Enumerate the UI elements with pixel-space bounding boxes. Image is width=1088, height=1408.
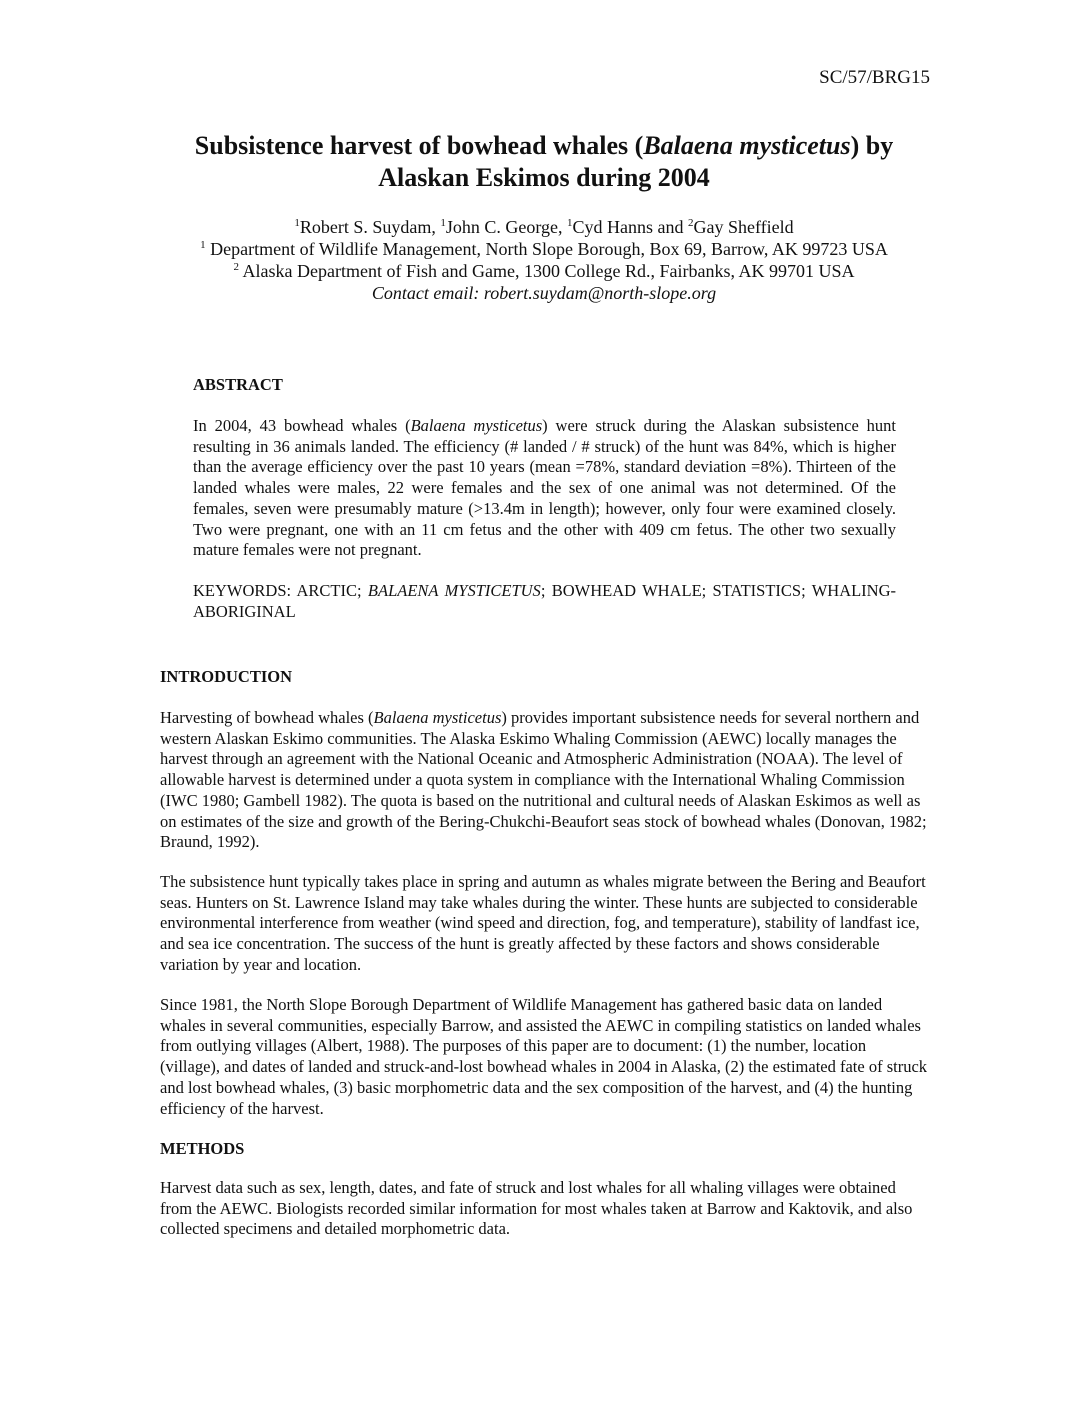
affiliation-text: Department of Wildlife Management, North Slope Borough, Box 69, Barrow, AK 99723 USA bbox=[205, 239, 888, 259]
author-name: Cyd Hanns and bbox=[572, 217, 689, 237]
abstract-heading: ABSTRACT bbox=[193, 375, 283, 394]
paragraph-text: ) provides important subsistence needs for several northern and western Alaskan Eskimo communities. The Alaska Eskimo Whaling Commission (AEWC) locally manages the harvest through an agreement with the National Oceanic and Atmospheric Administration (NOAA). The level of allowable harvest is determined under a quota system in compliance with the International Whaling Commission (IWC 1980; Gambell 1982). The quota is based on the nutritional and cultural needs of Alaskan Eskimos as well as on estimates of the size and growth of the Bering-Chukchi-Beaufort seas stock of bowhead whales (Donovan, 1982; Braund, 1992). bbox=[160, 708, 927, 852]
introduction-heading: INTRODUCTION bbox=[160, 667, 293, 686]
document-id: SC/57/BRG15 bbox=[819, 67, 930, 88]
keywords-text: ; BOWHEAD WHALE; STATISTICS; WHALING-ABORIGINAL bbox=[193, 581, 897, 621]
keywords bbox=[193, 581, 896, 622]
author-name: John C. George, bbox=[445, 217, 568, 237]
contact-email: Contact email: robert.suydam@north-slope.org bbox=[371, 283, 717, 303]
abstract-body bbox=[193, 416, 896, 561]
abstract-text: In 2004, 43 bowhead whales ( bbox=[193, 416, 411, 435]
paper-title bbox=[100, 130, 988, 194]
title-species: Balaena mysticetus bbox=[643, 131, 851, 160]
author-name: Robert S. Suydam, bbox=[299, 217, 441, 237]
affiliation-text: Alaska Department of Fish and Game, 1300 College Rd., Fairbanks, AK 99701 USA bbox=[239, 261, 855, 281]
title-part2: ) by bbox=[850, 131, 894, 160]
introduction-paragraph-1 bbox=[160, 708, 928, 853]
author-list bbox=[100, 216, 988, 238]
methods-paragraph-1: Harvest data such as sex, length, dates, and fate of struck and lost whales for all whaling villages were obtained from the AEWC. Biologists recorded similar information for most whales taken at Barrow and Kaktovik, and also collected specimens and detailed morphometric data. bbox=[160, 1178, 913, 1239]
affiliation-mark: 2 bbox=[688, 217, 694, 229]
abstract-species: Balaena mysticetus bbox=[410, 416, 543, 435]
affiliation-mark: 1 bbox=[200, 239, 206, 251]
affiliation-mark: 2 bbox=[233, 261, 240, 273]
introduction-paragraph-2: The subsistence hunt typically takes place in spring and autumn as whales migrate between the Bering and Beaufort seas. Hunters on St. Lawrence Island may take whales during the winter. These hunts are subjected to considerable environmental interference from weather (wind speed and direction, fog, and temperature), stability of landfast ice, and sea ice concentration. The success of the hunt is greatly affected by these factors and shows considerable variation by year and location. bbox=[160, 872, 926, 974]
keywords-species: BALAENA MYSTICETUS bbox=[367, 581, 541, 600]
introduction-paragraph-3: Since 1981, the North Slope Borough Department of Wildlife Management has gathered basic data on landed whales in several communities, especially Barrow, and assisted the AEWC in compiling statistics on landed whales from outlying villages (Albert, 1988). The purposes of this paper are to document: (1) the number, location (village), and dates of landed and struck-and-lost bowhead whales in 2004 in Alaska, (2) the estimated fate of struck and lost bowhead whales, (3) basic morphometric data and the sex composition of the harvest, and (4) the hunting efficiency of the harvest. bbox=[160, 995, 928, 1118]
title-part1: Subsistence harvest of bowhead whales ( bbox=[194, 131, 644, 160]
paragraph-species: Balaena mysticetus bbox=[373, 708, 502, 727]
keywords-text: KEYWORDS: ARCTIC; bbox=[193, 581, 368, 600]
authors-block bbox=[100, 216, 988, 304]
methods-heading: METHODS bbox=[160, 1139, 245, 1158]
affiliation-mark: 1 bbox=[440, 217, 446, 229]
affiliation-2 bbox=[100, 260, 988, 282]
affiliation-mark: 1 bbox=[567, 217, 573, 229]
paragraph-text: Harvesting of bowhead whales ( bbox=[160, 708, 374, 727]
affiliation-mark: 1 bbox=[294, 217, 300, 229]
abstract-text: ) were struck during the Alaskan subsistence hunt resulting in 36 animals landed. The efficiency (# landed / # struck) of the hunt was 84%, which is higher than the average efficiency over the past 10 years (mean =78%, standard deviation =8%). Thirteen of the landed whales were males, 22 were females and the sex of one animal was not determined. Of the females, seven were presumably mature (>13.4m in length); however, only four were examined closely. Two were pregnant, one with an 11 cm fetus and the other with 409 cm fetus. The other two sexually mature females were not pregnant. bbox=[193, 416, 896, 560]
title-line2: Alaskan Eskimos during 2004 bbox=[378, 163, 710, 192]
author-name: Gay Sheffield bbox=[693, 217, 794, 237]
affiliation-1 bbox=[100, 238, 988, 260]
